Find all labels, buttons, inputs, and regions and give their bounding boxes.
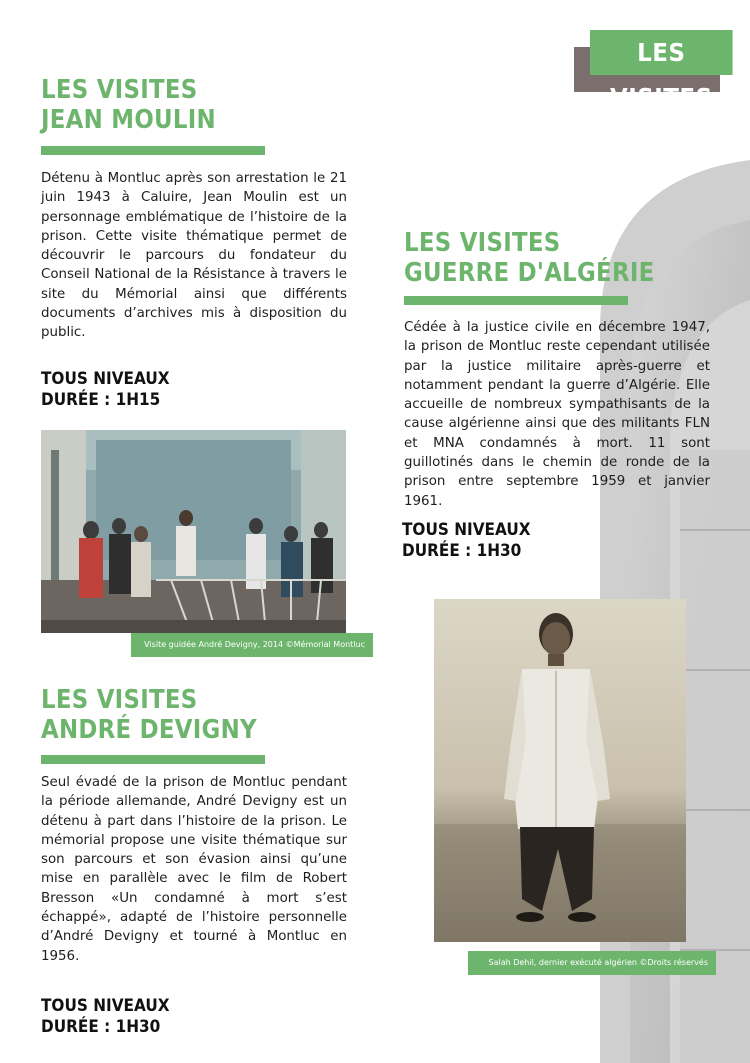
section-title-line1: LES VISITES — [404, 228, 561, 258]
section-title-line2: JEAN MOULIN — [41, 105, 216, 135]
visit-photo-caption: Visite guidée André Devigny, 2014 ©Mémorial Montluc — [131, 633, 373, 657]
section-body-guerre-algerie: Cédée à la justice civile en décembre 1947, la prison de Montluc reste cependant utilisée par la justice militaire après-guerre et notamment pendant la guerre d’Algérie. Elle accueille de nombreux sympathisants de la cause algérienne ainsi que des militants FLN et MNA condamnés à mort. 11 sont guillotinés dans le chemin de ronde de la prison entre septembre 1959 et janvier 1961. — [404, 320, 710, 509]
section-title-guerre-algerie — [404, 228, 654, 288]
section-title-jean-moulin — [41, 75, 216, 135]
section-title-line2: GUERRE D'ALGÉRIE — [404, 258, 655, 288]
section-underline — [404, 296, 628, 305]
portrait-photo-caption: Salah Dehil, dernier exécuté algérien ©Droits réservés — [468, 951, 716, 975]
level-label: TOUS NIVEAUX — [41, 996, 170, 1016]
section-underline — [41, 755, 265, 764]
section-title-line1: LES VISITES — [41, 685, 198, 715]
duration-label: DURÉE : 1H30 — [402, 541, 522, 561]
level-label: TOUS NIVEAUX — [41, 369, 170, 389]
visit-photo — [41, 430, 346, 633]
duration-label: DURÉE : 1H30 — [41, 1017, 161, 1037]
section-title-line1: LES VISITES — [41, 75, 198, 105]
section-title-line2: ANDRÉ DEVIGNY — [41, 715, 257, 745]
section-underline — [41, 146, 265, 155]
section-title-andre-devigny — [41, 685, 257, 745]
level-label: TOUS NIVEAUX — [402, 520, 531, 540]
section-body-andre-devigny: Seul évadé de la prison de Montluc pendant la période allemande, André Devigny est un détenu à part dans l’histoire de la prison. Le mémorial propose une visite thématique sur son parcours et son évasion ainsi qu’une mise en parallèle avec le film de Robert Bresson «Un condamné à mort s’est échappé», adapté de l’histoire personnelle d’André Devigny et tourné à Montluc en 1956. — [41, 775, 347, 964]
portrait-photo — [434, 599, 686, 942]
header-badge: LES VISITES — [590, 30, 733, 75]
section-body-jean-moulin: Détenu à Montluc après son arrestation le 21 juin 1943 à Caluire, Jean Moulin est un personnage emblématique de l’histoire de la prison. Cette visite thématique permet de découvrir le parcours du fondateur du Conseil National de la Résistance à travers le site du Mémorial ainsi que différents documents d’archives mis à disposition du public. — [41, 171, 347, 341]
duration-label: DURÉE : 1H15 — [41, 390, 161, 410]
